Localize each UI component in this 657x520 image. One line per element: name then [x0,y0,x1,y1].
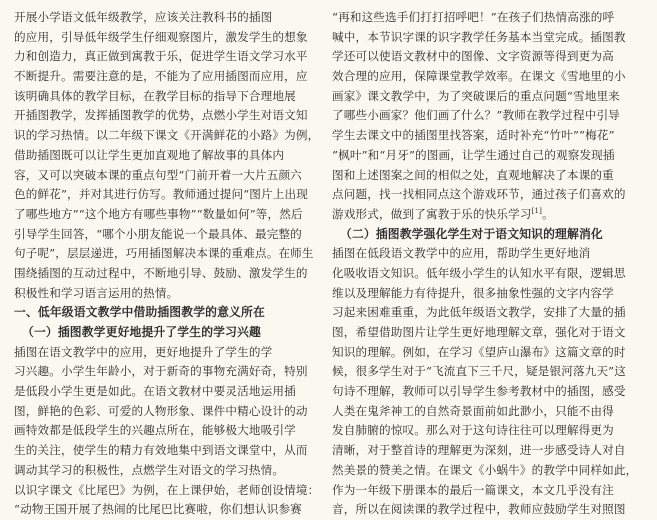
paragraph-line: 了哪些小画家？他们画了什么？”教师在教学过程中引导 [332,108,620,123]
paragraph-line: 图和上述图案之间的相似之处，直观地解决了本课的重 [332,167,614,182]
paragraph-line: 该明确具体的教学目标，在教学目标的指导下合理地展 [14,88,296,103]
section-heading: （二）插图教学强化学生对于语文知识的理解消化 [340,226,603,241]
paragraph-line: 图，鲜艳的色彩、可爱的人物形象、课件中精心设计的动 [14,403,308,418]
paragraph-line: 化吸收语文知识。低年级小学生的认知水平有限，逻辑思 [332,265,626,280]
paragraph-line: 喊中，本节识字课的识字教学任务基本当堂完成。插图教 [332,29,626,44]
paragraph-line: 学还可以使语文教材中的图像、文字资源等得到更为高 [332,49,614,64]
paragraph-line: 不断提升。需要注意的是，不能为了应用插图而应用，应 [14,69,308,84]
paragraph-line: 容，又可以突破本课的重点句型“门前开着一大片五颜六 [14,167,302,182]
paragraph-line: 力和创造力，真正做到寓教于乐，促进学生语文学习水平 [14,49,308,64]
right-text-column [332,8,640,520]
section-heading: 一、低年级语文教学中借助插图教学的意义所在 [14,305,265,320]
citation-marker: [1] [531,207,543,216]
paragraph-line: “动物王国开展了热闹的比尾巴比赛啦，你们想认识参赛 [14,502,302,517]
paragraph-line: 借助插图既可以让学生更加直观地了解故事的具体内 [14,147,285,162]
paragraph-line: 插图在低段语文教学中的应用，帮助学生更好地消 [332,246,591,261]
paragraph-line: 识的学习热情。以二年级下课文《开满鲜花的小路》为例， [14,128,320,143]
paragraph-line: 调动其学习的积极性，点燃学生对语文的学习热情。 [14,462,285,477]
paragraph-line: 是低段小学生更是如此。在语文教材中要灵活地运用插 [14,384,296,399]
paragraph-line: 开展小学语文低年级教学，应该关注教科书的插图 [14,10,273,24]
paragraph-line: 游戏形式，做到了寓教于乐的快乐学习[1]。 [332,206,554,221]
paragraph-line: 引导学生回答，“哪个小朋友能说一个最具体、最完整的 [14,226,302,241]
paragraph-line: 效合理的应用，保障课堂教学效率。在课文《雪地里的小 [332,69,626,84]
paragraph-line: 知识的理解。例如，在学习《望庐山瀑布》这篇文章的时 [332,344,626,359]
paragraph-line: 生的关注，使学生的精力有效地集中到语文课堂中，从而 [14,443,308,458]
paragraph-line: 习起来困难重重，为此低年级语文教学，安排了大量的插 [332,305,626,320]
paragraph-line: 开插图教学，发挥插图教学的优势，点燃小学生对语文知 [14,108,308,123]
paragraph-line: 点问题，找一找相同点这个游戏环节，通过孩子们喜欢的 [332,187,626,202]
paragraph-line: 作为一年级下册课本的最后一篇课文，本文几乎没有注 [332,482,614,497]
paragraph-line: 发自肺腑的惊叹。那么对于这句诗往往可以理解得更为 [332,423,614,438]
paragraph-line: “枫叶”和“月牙”的图画，让学生通过自己的观察发现插 [332,147,615,162]
paragraph-line: 画家》课文教学中，为了突破课后的重点问题“雪地里来 [332,88,620,103]
paragraph-line: 以识字课文《比尾巴》为例，在上课伊始，老师创设情境： [14,482,320,497]
paragraph-line: 句子呢”，层层递进，巧用插图解决本课的重难点。在师生 [14,246,314,261]
paragraph-line: 句诗不理解，教师可以引导学生参考教材中的插图，感受 [332,384,626,399]
paragraph-line: 插图在语文教学中的应用，更好地提升了学生的学 [14,344,273,359]
left-text-column [14,8,322,520]
paragraph-line: “再和这些选手们打打招呼吧！”在孩子们热情高涨的呼 [332,10,615,24]
paragraph-line: 积极性和学习语言运用的热情。 [14,285,179,300]
paragraph-line: 学生去课文中的插图里找答案，适时补充“竹叶”“梅花” [332,128,615,143]
paragraph-line: 清晰，对于整首诗的理解更为深刻，进一步感受诗人对自 [332,443,626,458]
paragraph-line: 音，所以在阅读课的教学过程中，教师应鼓励学生对照图 [332,502,626,517]
paragraph-line: 图，希望借助图片让学生更好地理解文章，强化对于语文 [332,325,626,339]
paragraph-line: 候，很多学生对于“飞流直下三千尺，疑是银河落九天”这 [332,364,627,379]
paragraph-line: 的应用，引导低年级学生仔细观察图片，激发学生的想象 [14,29,308,44]
paragraph-line: 了哪些地方”“这个地方有哪些事物”“数量如何”等，然后 [14,206,303,221]
paragraph-line: 习兴趣。小学生年龄小，对于新奇的事物充满好奇，特别 [14,364,308,379]
paragraph-line: 色的鲜花”，并对其进行仿写。教师通过提问“图片上出现 [14,187,309,202]
paragraph-line: 围绕插图的互动过程中，不断地引导、鼓励、激发学生的 [14,265,308,280]
paragraph-line: 维以及理解能力有待提升，很多抽象性强的文字内容学 [332,285,614,300]
paragraph-line: 画特效都是低段学生的兴趣点所在，能够极大地吸引学 [14,423,296,438]
paragraph-line: 然美景的赞美之情。在课文《小蜗牛》的教学中同样如此， [332,462,638,477]
paragraph-line: 人类在鬼斧神工的自然奇景面前如此渺小，只能不由得 [332,403,614,418]
section-heading: （一）插图教学更好地提升了学生的学习兴趣 [22,325,261,339]
